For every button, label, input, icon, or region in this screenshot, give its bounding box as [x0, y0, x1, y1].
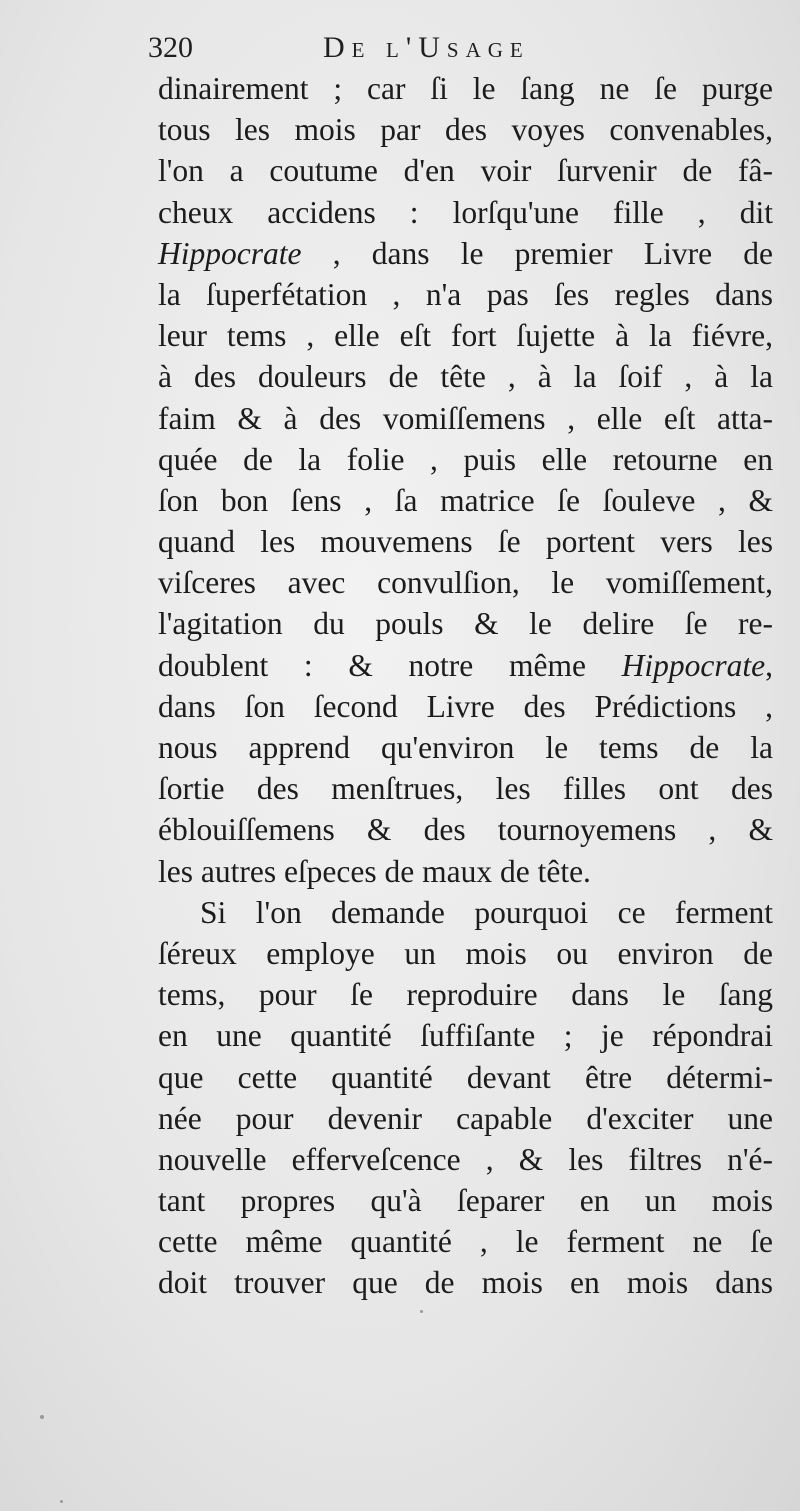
text-line: en une quantité ſuffiſante ; je répondrai: [158, 1018, 773, 1054]
text-line: cheux accidens : lorſqu'une fille , dit: [158, 194, 773, 230]
text-line: cette même quantité , le ferment ne ſe: [158, 1224, 773, 1260]
text-line: éblouiſſemens & des tournoyemens , &: [158, 812, 773, 848]
text-line-italic-start: Hippocrate , dans le premier Livre de: [158, 235, 773, 271]
text-line: quand les mouvemens ſe portent vers les: [158, 524, 773, 560]
text-line: tous les mois par des voyes convenables,: [158, 112, 773, 148]
text-line: la ſuperfétation , n'a pas ſes regles dans: [158, 276, 773, 312]
page-header: [148, 28, 768, 68]
text-line: que cette quantité devant être détermi-: [158, 1059, 773, 1095]
text-line: tems, pour ſe reproduire dans le ſang: [158, 977, 773, 1013]
page-number: 320: [148, 31, 193, 64]
text-line: doit trouver que de mois en mois dans: [158, 1265, 773, 1301]
text-line: dans ſon ſecond Livre des Prédictions ,: [158, 688, 773, 724]
text-line: ſon bon ſens , ſa matrice ſe ſouleve , &: [158, 482, 773, 518]
paper-speck: [60, 1500, 63, 1503]
text-line: dinairement ; car ſi le ſang ne ſe purge: [158, 71, 773, 106]
paragraph-start-line: Si l'on demande pourquoi ce ferment: [200, 894, 773, 930]
text-line: à des douleurs de tête , à la ſoif , à la: [158, 359, 773, 395]
text-line: faim & à des vomiſſemens , elle eſt atta-: [158, 400, 773, 436]
paper-speck: [420, 1310, 423, 1313]
text-line: née pour devenir capable d'exciter une: [158, 1100, 773, 1136]
text-line: doublent : & notre même Hippocrate,: [158, 647, 773, 683]
paper-speck: [40, 1415, 44, 1419]
text-line: l'on a coutume d'en voir ſurvenir de fâ-: [158, 153, 773, 189]
text-line: ſéreux employe un mois ou environ de: [158, 935, 773, 971]
text-line: leur tems , elle eſt fort ſujette à la fiévre,: [158, 318, 773, 354]
text-line: tant propres qu'à ſeparer en un mois: [158, 1183, 773, 1219]
italic-name: Hippocrate: [621, 647, 766, 683]
text-line: viſceres avec convulſion, le vomiſſement,: [158, 565, 773, 601]
text-line: nous apprend qu'environ le tems de la: [158, 730, 773, 765]
text-line: nouvelle efferveſcence , & les filtres n'é-: [158, 1141, 773, 1177]
text-line: quée de la folie , puis elle retourne en: [158, 441, 773, 477]
text-line: ſortie des menſtrues, les filles ont des: [158, 771, 773, 807]
italic-name: Hippocrate: [158, 235, 302, 271]
body-text: [158, 68, 773, 1304]
text-line: l'agitation du pouls & le delire ſe re-: [158, 606, 773, 642]
paragraph-end-line: les autres eſpeces de maux de tête.: [158, 853, 591, 889]
running-head: De l'Usage: [323, 31, 530, 64]
